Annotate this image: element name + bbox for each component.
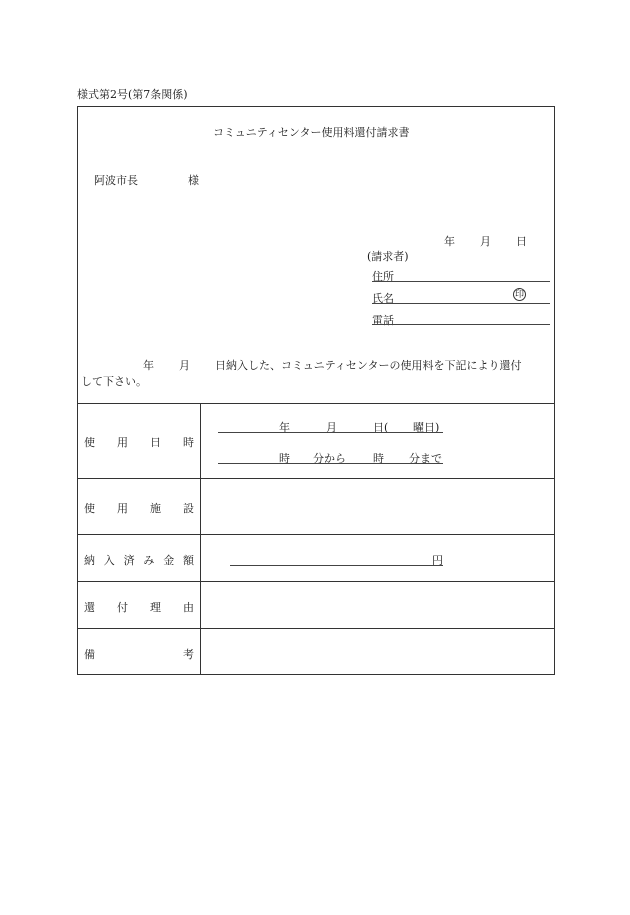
label-amount: 納 入 済 み 金 額 (84, 554, 194, 567)
form-frame (77, 106, 555, 675)
usage-time-line[interactable] (218, 463, 443, 464)
label-remarks: 備 考 (84, 648, 194, 661)
column-divider (200, 403, 201, 674)
name-field-line[interactable] (372, 303, 550, 304)
row-divider-3 (77, 581, 555, 582)
row-divider-2 (77, 534, 555, 535)
body-text-line1: 日納入した、コミュニティセンターの使用料を下記により還付 (215, 359, 522, 372)
address-field-line[interactable] (372, 281, 550, 282)
addressee-name: 阿波市長 (94, 174, 138, 187)
usage-date-year: 年 (279, 421, 290, 434)
usage-time-min1: 分から (313, 452, 346, 465)
label-reason: 還 付 理 由 (84, 601, 194, 614)
requester-heading: (請求者) (367, 250, 409, 263)
usage-date-weekday: 曜日) (413, 421, 440, 434)
usage-date-month: 月 (326, 421, 337, 434)
form-number: 様式第2号(第7条関係) (77, 88, 188, 101)
row-divider-4 (77, 628, 555, 629)
date-year: 年 (444, 235, 455, 248)
date-day: 日 (516, 235, 527, 248)
usage-date-line[interactable] (218, 432, 443, 433)
seal-mark: 印 (514, 290, 524, 300)
label-facility: 使 用 施 設 (84, 502, 194, 515)
phone-field-line[interactable] (372, 324, 550, 325)
usage-time-hour1: 時 (279, 452, 290, 465)
usage-time-hour2: 時 (373, 452, 384, 465)
form-title: コミュニティセンター使用料還付請求書 (213, 126, 410, 139)
body-text-line2: して下さい。 (81, 375, 147, 388)
usage-time-min2: 分まで (409, 452, 442, 465)
amount-field-line[interactable] (230, 565, 443, 566)
row-divider-1 (77, 478, 555, 479)
date-month: 月 (480, 235, 491, 248)
label-usage-datetime: 使 用 日 時 (84, 436, 194, 449)
address-label: 住所 (372, 270, 394, 283)
body-year: 年 (143, 359, 154, 372)
usage-date-day: 日( (373, 421, 389, 434)
phone-label: 電話 (372, 314, 394, 327)
body-month: 月 (179, 359, 190, 372)
name-label: 氏名 (372, 292, 394, 305)
addressee-honorific: 様 (188, 174, 199, 187)
table-top-line (77, 403, 555, 404)
amount-unit: 円 (432, 554, 443, 567)
